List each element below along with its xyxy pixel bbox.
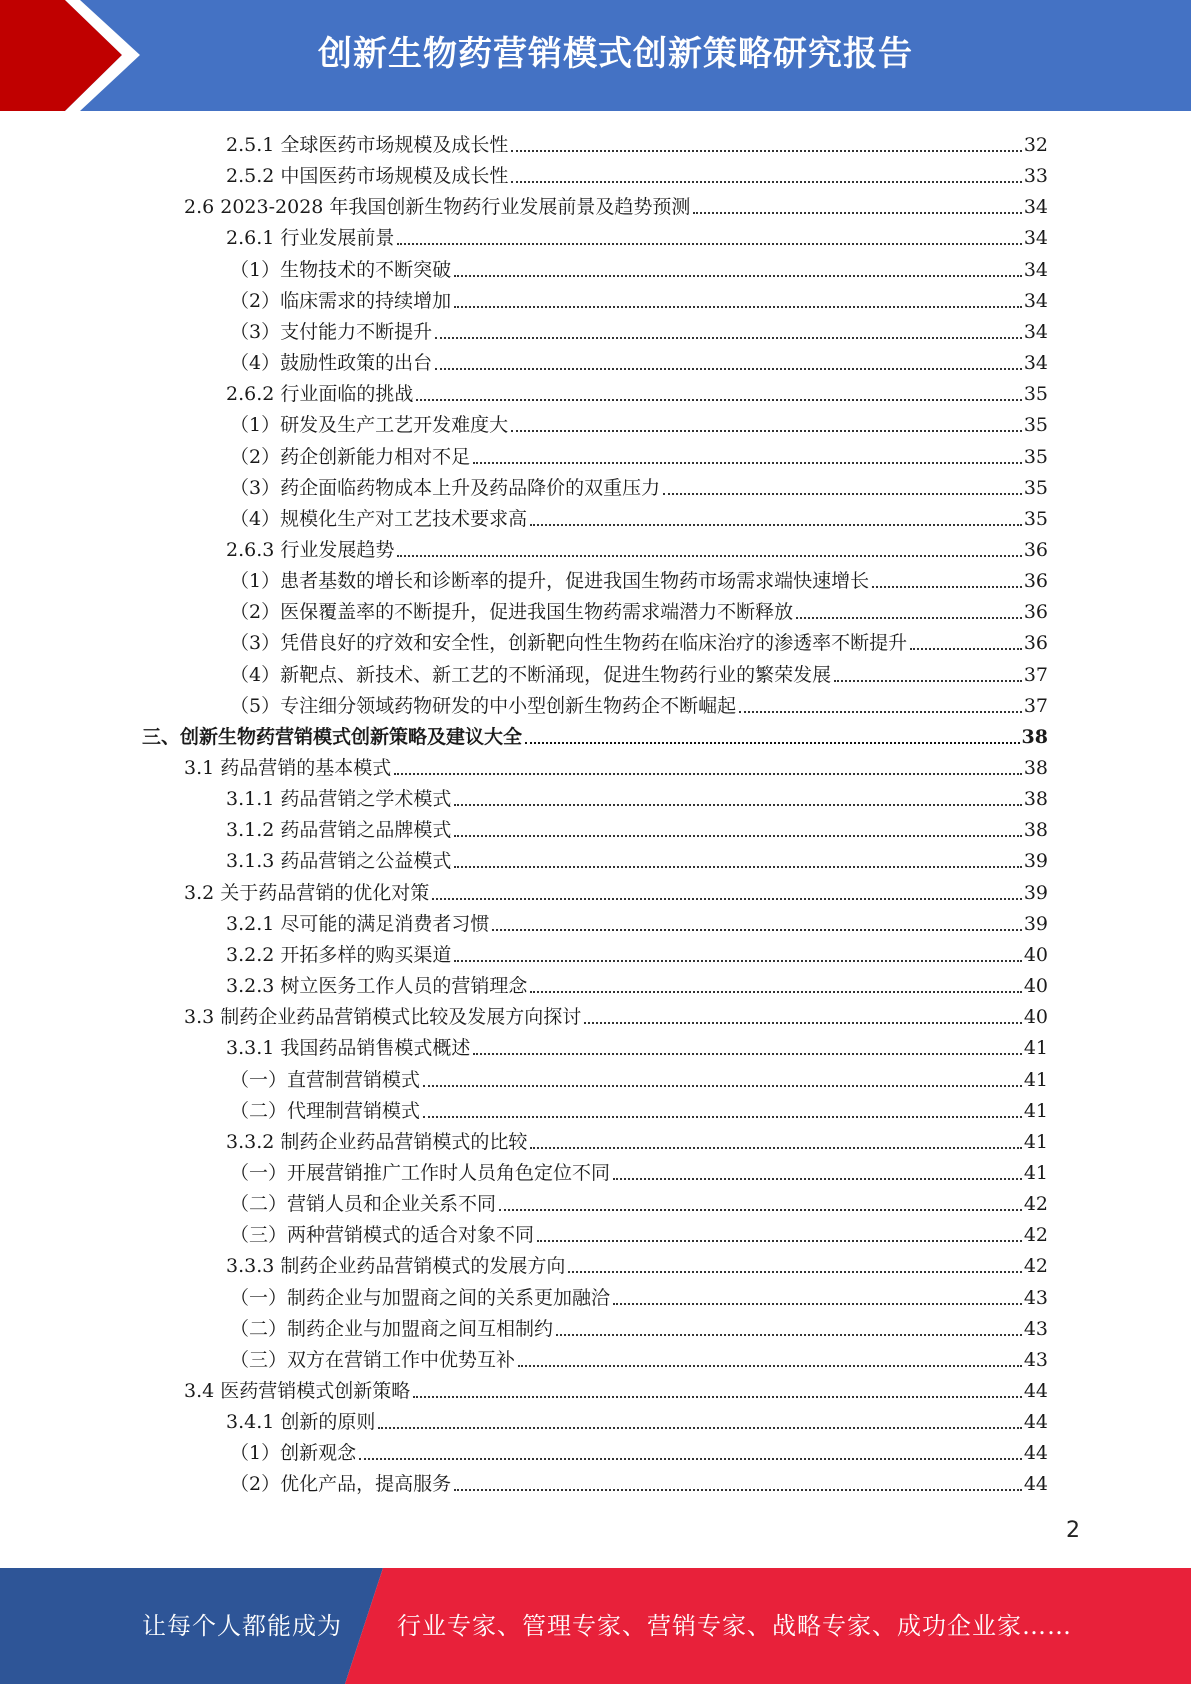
toc-dot-leader [796,617,1022,619]
toc-entry[interactable] [230,1466,1048,1497]
toc-entry-title: （一）制药企业与加盟商之间的关系更加融洽 [230,1286,611,1309]
toc-entry-title: （2）优化产品，提高服务 [230,1473,452,1496]
footer-band [0,1568,1191,1684]
toc-entry-title: （1）患者基数的增长和诊断率的提升，促进我国生物药市场需求端快速增长 [230,570,870,593]
toc-entry-title: （二）营销人员和企业关系不同 [230,1193,497,1216]
toc-dot-leader [397,243,1021,245]
toc-dot-leader [423,1085,1022,1087]
toc-entry-title: （二）制药企业与加盟商之间互相制约 [230,1317,554,1340]
toc-entry-title: （2）医保覆盖率的不断提升，促进我国生物药需求端潜力不断释放 [230,601,794,624]
toc-dot-leader [511,150,1021,152]
footer-slogan-right: 行业专家、管理专家、营销专家、战略专家、成功企业家…… [397,1612,1072,1640]
toc-entry-title: 2.6 2023-2028 年我国创新生物药行业发展前景及趋势预测 [184,196,691,219]
toc-entry[interactable] [184,999,1048,1030]
toc-entry-page: 32 [1023,134,1048,156]
toc-entry-page: 44 [1023,1473,1048,1496]
toc-entry-title: （三）两种营销模式的适合对象不同 [230,1224,535,1247]
toc-dot-leader [613,1303,1022,1305]
toc-dot-leader [530,1147,1021,1149]
toc-entry-page: 40 [1023,943,1048,966]
toc-entry[interactable] [230,252,1048,283]
toc-entry-page: 34 [1023,196,1048,219]
toc-entry[interactable] [230,625,1048,656]
toc-dot-leader [537,1240,1022,1242]
toc-entry-title: 3.2 关于药品营销的优化对策 [184,881,430,904]
toc-entry-page: 38 [1023,757,1048,779]
toc-entry-title: 3.2.1 尽可能的满足消费者习惯 [226,912,490,935]
toc-entry[interactable] [184,189,1048,220]
toc-entry-title: （3）凭借良好的疗效和安全性，创新靶向性生物药在临床治疗的渗透率不断提升 [230,632,908,655]
toc-entry-title: 3.3.2 制药企业药品营销模式的比较 [226,1130,528,1153]
toc-entry[interactable] [142,719,1048,750]
toc-dot-leader [525,742,1020,744]
toc-entry[interactable] [226,906,1048,937]
toc-entry-page: 42 [1023,1255,1048,1278]
toc-entry-title: （4）新靶点、新技术、新工艺的不断涌现，促进生物药行业的繁荣发展 [230,663,832,686]
toc-entry-title: 3.1.2 药品营销之品牌模式 [226,819,452,842]
toc-dot-leader [473,462,1022,464]
toc-entry-page: 35 [1023,445,1048,468]
toc-dot-leader [584,1022,1022,1024]
toc-entry-title: 3.1.3 药品营销之公益模式 [226,850,452,873]
toc-entry-page: 36 [1023,632,1048,655]
toc-dot-leader [432,898,1022,900]
toc-dot-leader [511,181,1021,183]
toc-entry-page: 41 [1023,1161,1048,1184]
toc-entry-title: 2.5.1 全球医药市场规模及成长性 [226,134,509,156]
toc-dot-leader [359,1458,1022,1460]
toc-entry[interactable] [184,875,1048,906]
toc-dot-leader [454,960,1021,962]
toc-entry-page: 35 [1023,383,1048,406]
toc-dot-leader [454,275,1022,277]
toc-entry[interactable] [230,1342,1048,1373]
toc-entry-title: 3.1.1 药品营销之学术模式 [226,788,452,811]
toc-entry[interactable] [226,812,1048,843]
toc-entry[interactable] [226,968,1048,999]
toc-entry-page: 39 [1023,850,1048,873]
toc-entry-title: （4）规模化生产对工艺技术要求高 [230,507,528,530]
footer-slogan-left: 让每个人都能成为 [142,1612,342,1640]
toc-entry[interactable] [184,750,1048,781]
toc-dot-leader [613,1178,1022,1180]
toc-dot-leader [739,711,1022,713]
toc-entry-page: 43 [1023,1348,1048,1371]
toc-dot-leader [511,430,1022,432]
toc-entry[interactable] [230,407,1048,438]
toc-entry-title: （2）药企创新能力相对不足 [230,445,471,468]
toc-dot-leader [435,337,1022,339]
toc-dot-leader [663,493,1022,495]
toc-entry-page: 38 [1023,819,1048,842]
toc-entry[interactable] [230,688,1048,719]
toc-entry-page: 39 [1023,912,1048,935]
toc-entry-title: 3.2.3 树立医务工作人员的营销理念 [226,975,528,998]
toc-entry-title: 3.3 制药企业药品营销模式比较及发展方向探讨 [184,1006,582,1029]
toc-entry[interactable] [230,1217,1048,1248]
toc-entry[interactable] [226,1248,1048,1279]
toc-entry-title: （4）鼓励性政策的出台 [230,352,433,375]
toc-entry-page: 41 [1023,1130,1048,1153]
toc-entry-page: 42 [1023,1224,1048,1247]
toc-dot-leader [423,1116,1022,1118]
toc-entry-page: 36 [1023,538,1048,561]
toc-entry-title: 3.4 医药营销模式创新策略 [184,1380,411,1402]
toc-entry-title: 2.5.2 中国医药市场规模及成长性 [226,165,509,188]
toc-entry-title: （一）直营制营销模式 [230,1068,421,1091]
toc-entry-page: 34 [1023,320,1048,343]
toc-entry-page: 44 [1023,1411,1048,1434]
toc-dot-leader [872,586,1022,588]
toc-dot-leader [499,1209,1022,1211]
toc-entry-page: 34 [1023,289,1048,312]
toc-entry-title: 3.1 药品营销的基本模式 [184,757,392,779]
toc-dot-leader [568,1271,1021,1273]
toc-entry-title: 三、创新生物药营销模式创新策略及建议大全 [142,725,523,748]
toc-entry-page: 43 [1023,1286,1048,1309]
toc-dot-leader [454,306,1022,308]
toc-entry[interactable] [230,1155,1048,1186]
toc-entry-page: 40 [1023,1006,1048,1029]
toc-entry[interactable] [226,220,1048,251]
toc-entry-title: 3.4.1 创新的原则 [226,1411,376,1434]
toc-entry-page: 35 [1023,507,1048,530]
toc-entry[interactable] [230,657,1048,688]
toc-entry[interactable] [230,1311,1048,1342]
toc-entry-page: 41 [1023,1068,1048,1091]
toc-entry-title: 2.6.3 行业发展趋势 [226,538,395,561]
toc-dot-leader [530,991,1021,993]
toc-entry-page: 35 [1023,414,1048,437]
toc-dot-leader [454,866,1021,868]
toc-entry-page: 43 [1023,1317,1048,1340]
toc-entry-title: 2.6.1 行业发展前景 [226,227,395,250]
toc-entry-title: （3）支付能力不断提升 [230,320,433,343]
toc-entry[interactable] [230,1280,1048,1311]
toc-entry-page: 40 [1023,975,1048,998]
toc-dot-leader [492,929,1021,931]
toc-entry-title: （2）临床需求的持续增加 [230,289,452,312]
toc-entry[interactable] [230,501,1048,532]
toc-entry-page: 38 [1021,725,1048,748]
toc-entry-page: 34 [1023,258,1048,281]
toc-entry-page: 44 [1023,1380,1048,1402]
toc-dot-leader [378,1427,1021,1429]
toc-entry[interactable] [226,1404,1048,1435]
toc-entry[interactable] [226,781,1048,812]
toc-dot-leader [397,555,1021,557]
toc-entry-page: 42 [1023,1193,1048,1216]
toc-entry-title: （5）专注细分领域药物研发的中小型创新生物药企不断崛起 [230,694,737,717]
toc-entry-title: （二）代理制营销模式 [230,1099,421,1122]
header-band [0,0,1191,111]
toc-entry[interactable] [184,1373,1048,1404]
toc-entry-page: 37 [1023,694,1048,717]
toc-entry[interactable] [226,937,1048,968]
report-title: 创新生物药营销模式创新策略研究报告 [318,34,913,74]
toc-entry-title: 3.3.1 我国药品销售模式概述 [226,1037,471,1060]
toc-entry[interactable] [230,470,1048,501]
toc-dot-leader [834,680,1022,682]
toc-entry-title: （三）双方在营销工作中优势互补 [230,1348,516,1371]
toc-entry-title: 2.6.2 行业面临的挑战 [226,383,414,406]
toc-entry[interactable] [230,563,1048,594]
toc-entry-title: （1）研发及生产工艺开发难度大 [230,414,509,437]
toc-dot-leader [910,648,1022,650]
toc-entry-page: 34 [1023,352,1048,375]
toc-entry-page: 41 [1023,1099,1048,1122]
toc-dot-leader [454,804,1021,806]
toc-dot-leader [416,399,1021,401]
toc-entry[interactable] [226,843,1048,874]
toc-entry-page: 36 [1023,570,1048,593]
toc-dot-leader [530,524,1022,526]
toc-entry-title: （一）开展营销推广工作时人员角色定位不同 [230,1161,611,1184]
toc-dot-leader [473,1053,1021,1055]
toc-entry-title: （1）生物技术的不断突破 [230,258,452,281]
toc-entry[interactable] [230,439,1048,470]
toc-dot-leader [454,835,1021,837]
toc-dot-leader [693,212,1021,214]
toc-entry-title: （3）药企面临药物成本上升及药品降价的双重压力 [230,476,661,499]
toc-entry[interactable] [230,345,1048,376]
toc-entry[interactable] [230,594,1048,625]
toc-entry[interactable] [230,1435,1048,1466]
toc-entry[interactable] [226,158,1048,189]
page-number: 2 [1066,1518,1080,1543]
toc-dot-leader [454,1489,1022,1491]
toc-entry-title: （1）创新观念 [230,1442,357,1465]
toc-dot-leader [394,773,1022,775]
toc-entry[interactable] [230,1062,1048,1093]
toc-entry-page: 35 [1023,476,1048,499]
toc-entry-title: 3.3.3 制药企业药品营销模式的发展方向 [226,1255,566,1278]
toc-dot-leader [413,1396,1022,1398]
toc-entry-page: 37 [1023,663,1048,686]
toc-entry[interactable] [226,1030,1048,1061]
toc-entry[interactable] [230,314,1048,345]
toc-entry-page: 34 [1023,227,1048,250]
toc-entry[interactable] [226,1124,1048,1155]
toc-entry[interactable] [226,532,1048,563]
toc-entry[interactable] [230,283,1048,314]
toc-entry-title: 3.2.2 开拓多样的购买渠道 [226,943,452,966]
toc-entry[interactable] [226,376,1048,407]
toc-dot-leader [435,368,1022,370]
toc-entry[interactable] [230,1093,1048,1124]
toc-entry-page: 44 [1023,1442,1048,1465]
toc-entry-page: 33 [1023,165,1048,188]
toc-dot-leader [518,1365,1022,1367]
toc-entry-page: 39 [1023,881,1048,904]
toc-entry-page: 38 [1023,788,1048,811]
toc-entry[interactable] [230,1186,1048,1217]
toc-entry-page: 36 [1023,601,1048,624]
toc-entry-page: 41 [1023,1037,1048,1060]
toc-entry[interactable] [226,127,1048,158]
toc-dot-leader [556,1334,1022,1336]
